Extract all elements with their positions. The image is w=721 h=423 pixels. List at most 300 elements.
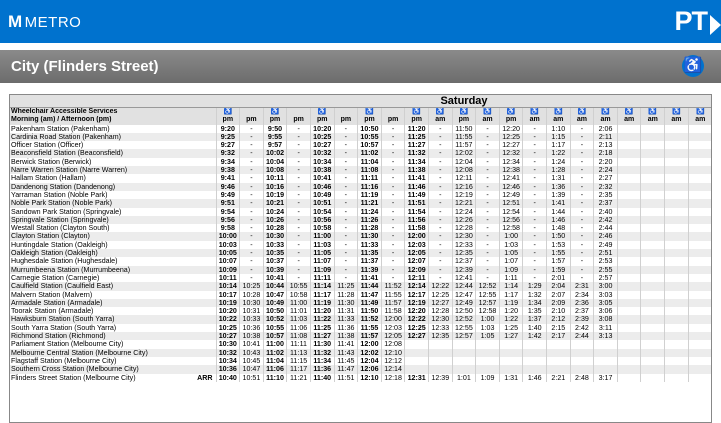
- time-cell: [617, 208, 641, 216]
- time-cell: 1:41: [547, 199, 571, 207]
- arrival-marker: [194, 349, 216, 357]
- table-row: [10, 133, 712, 141]
- time-cell: 10:30: [216, 340, 240, 348]
- time-cell: 11:33: [334, 315, 358, 323]
- station-name: Sandown Park Station (Springvale): [10, 208, 194, 216]
- arrival-marker: [194, 141, 216, 149]
- time-cell: -: [523, 216, 547, 224]
- time-cell: 2:42: [570, 324, 594, 332]
- time-cell: 1:14: [499, 282, 523, 290]
- time-cell: 10:45: [240, 357, 264, 365]
- time-cell: -: [381, 158, 405, 166]
- time-cell: 1:37: [523, 315, 547, 323]
- station-name: Hughesdale Station (Hughesdale): [10, 257, 194, 265]
- time-cell: 10:46: [310, 183, 334, 191]
- time-cell: 10:47: [240, 365, 264, 373]
- time-cell: -: [476, 208, 500, 216]
- time-cell: 11:33: [358, 241, 382, 249]
- time-cell: -: [476, 133, 500, 141]
- time-cell: -: [570, 208, 594, 216]
- time-cell: 11:10: [263, 374, 287, 382]
- time-cell: 10:41: [310, 174, 334, 182]
- time-cell: 11:36: [334, 324, 358, 332]
- time-cell: 12:30: [452, 232, 476, 240]
- time-cell: 12:11: [452, 174, 476, 182]
- time-cell: -: [476, 125, 500, 133]
- time-cell: 12:10: [358, 374, 382, 382]
- time-cell: -: [523, 232, 547, 240]
- time-cell: 10:49: [263, 299, 287, 307]
- time-cell: [641, 174, 665, 182]
- time-cell: -: [240, 274, 264, 282]
- time-cell: -: [476, 199, 500, 207]
- station-name: Pakenham Station (Pakenham): [10, 125, 194, 133]
- time-cell: 3:00: [594, 282, 618, 290]
- time-cell: 9:25: [216, 133, 240, 141]
- station-name: Carnegie Station (Carnegie): [10, 274, 194, 282]
- time-cell: -: [240, 249, 264, 257]
- table-row: [10, 166, 712, 174]
- time-cell: 11:32: [310, 349, 334, 357]
- time-cell: -: [381, 191, 405, 199]
- time-cell: [617, 183, 641, 191]
- time-cell: -: [381, 266, 405, 274]
- wheelchair-row-label: Wheelchair Accessible Services: [10, 108, 216, 117]
- table-row: [10, 315, 712, 323]
- arrival-marker: [194, 315, 216, 323]
- time-cell: [641, 166, 665, 174]
- time-cell: 2:17: [547, 332, 571, 340]
- time-cell: 12:51: [499, 199, 523, 207]
- time-cell: [688, 365, 712, 373]
- time-cell: 10:28: [263, 224, 287, 232]
- time-cell: [617, 307, 641, 315]
- ampm-cell: pm: [310, 116, 334, 124]
- time-cell: 12:52: [452, 315, 476, 323]
- time-cell: [641, 199, 665, 207]
- time-cell: [665, 257, 689, 265]
- arrival-marker: [194, 125, 216, 133]
- time-cell: [665, 216, 689, 224]
- time-cell: 11:21: [358, 199, 382, 207]
- ampm-cell: pm: [240, 116, 264, 124]
- time-cell: [688, 332, 712, 340]
- time-cell: -: [240, 266, 264, 274]
- time-cell: [617, 149, 641, 157]
- wheelchair-icon: ♿: [428, 108, 452, 117]
- time-cell: [641, 332, 665, 340]
- time-cell: 1:03: [499, 241, 523, 249]
- time-cell: -: [287, 166, 311, 174]
- time-cell: -: [240, 232, 264, 240]
- time-cell: 12:19: [405, 299, 429, 307]
- time-cell: 2:53: [594, 257, 618, 265]
- time-cell: -: [523, 183, 547, 191]
- time-cell: 12:57: [476, 299, 500, 307]
- time-cell: 12:41: [452, 274, 476, 282]
- time-cell: -: [523, 241, 547, 249]
- arrival-marker: [194, 249, 216, 257]
- wheelchair-icon: ♿: [617, 108, 641, 117]
- time-cell: 11:06: [263, 365, 287, 373]
- wheelchair-icon: ♿: [523, 108, 547, 117]
- time-cell: 10:08: [263, 166, 287, 174]
- time-cell: -: [381, 257, 405, 265]
- table-row: [10, 349, 712, 357]
- table-row: [10, 174, 712, 182]
- time-cell: 9:32: [216, 149, 240, 157]
- time-cell: [665, 191, 689, 199]
- time-cell: 11:21: [287, 374, 311, 382]
- arrival-marker: [194, 149, 216, 157]
- time-cell: 10:20: [216, 307, 240, 315]
- time-cell: 12:10: [381, 349, 405, 357]
- time-cell: 1:03: [476, 324, 500, 332]
- time-cell: 11:13: [287, 349, 311, 357]
- time-cell: 2:40: [594, 208, 618, 216]
- time-cell: -: [428, 158, 452, 166]
- time-cell: -: [523, 125, 547, 133]
- pt-logo: [674, 6, 707, 37]
- table-row: [10, 266, 712, 274]
- time-cell: 11:47: [334, 365, 358, 373]
- time-cell: 1:55: [547, 249, 571, 257]
- time-cell: 10:02: [263, 149, 287, 157]
- time-cell: 2:36: [570, 299, 594, 307]
- time-cell: 1:24: [547, 158, 571, 166]
- time-cell: 11:49: [358, 299, 382, 307]
- time-cell: [617, 299, 641, 307]
- time-cell: 11:08: [287, 332, 311, 340]
- time-cell: [641, 365, 665, 373]
- time-cell: -: [287, 208, 311, 216]
- time-cell: [665, 349, 689, 357]
- time-cell: [428, 340, 452, 348]
- time-cell: 10:36: [216, 365, 240, 373]
- table-row: [10, 365, 712, 373]
- time-cell: 12:04: [358, 357, 382, 365]
- time-cell: 2:46: [594, 232, 618, 240]
- time-cell: -: [570, 274, 594, 282]
- time-cell: 1:46: [547, 216, 571, 224]
- time-cell: -: [240, 183, 264, 191]
- time-cell: 11:00: [310, 232, 334, 240]
- time-cell: 2:51: [594, 249, 618, 257]
- time-cell: 12:14: [381, 365, 405, 373]
- table-row: [10, 257, 712, 265]
- time-cell: 2:44: [594, 224, 618, 232]
- time-cell: [499, 340, 523, 348]
- time-cell: 1:44: [547, 208, 571, 216]
- time-cell: -: [523, 174, 547, 182]
- time-cell: 10:57: [263, 332, 287, 340]
- time-cell: 10:34: [310, 158, 334, 166]
- time-cell: 10:51: [310, 199, 334, 207]
- station-name: Toorak Station (Armadale): [10, 307, 194, 315]
- metro-logo-text: METRO: [24, 14, 82, 31]
- time-cell: 1:22: [547, 149, 571, 157]
- time-cell: 10:54: [310, 208, 334, 216]
- time-cell: 1:27: [499, 332, 523, 340]
- time-cell: 1:00: [476, 315, 500, 323]
- time-cell: [641, 282, 665, 290]
- ampm-cell: am: [570, 116, 594, 124]
- time-cell: 11:41: [334, 340, 358, 348]
- time-cell: 12:52: [476, 282, 500, 290]
- time-cell: 11:22: [310, 315, 334, 323]
- time-cell: 10:43: [240, 349, 264, 357]
- time-cell: [665, 158, 689, 166]
- time-cell: -: [334, 274, 358, 282]
- wheelchair-icon: ♿: [310, 108, 334, 117]
- time-cell: [688, 241, 712, 249]
- time-cell: [688, 141, 712, 149]
- time-cell: [688, 315, 712, 323]
- time-cell: 1:46: [523, 374, 547, 382]
- time-cell: 10:11: [263, 174, 287, 182]
- time-cell: -: [287, 199, 311, 207]
- time-cell: 12:47: [452, 291, 476, 299]
- time-cell: 3:08: [594, 315, 618, 323]
- time-cell: -: [240, 199, 264, 207]
- time-cell: -: [570, 125, 594, 133]
- time-cell: 11:54: [405, 208, 429, 216]
- time-cell: [641, 266, 665, 274]
- station-name: Noble Park Station (Noble Park): [10, 199, 194, 207]
- time-cell: [547, 340, 571, 348]
- time-cell: 3:05: [594, 299, 618, 307]
- time-cell: [665, 266, 689, 274]
- time-cell: -: [334, 208, 358, 216]
- time-cell: [594, 357, 618, 365]
- time-cell: 12:11: [405, 274, 429, 282]
- time-cell: 10:50: [263, 307, 287, 315]
- time-cell: [665, 332, 689, 340]
- time-cell: 11:38: [334, 332, 358, 340]
- time-cell: 1:19: [499, 299, 523, 307]
- time-cell: 10:26: [263, 216, 287, 224]
- time-cell: 11:17: [310, 291, 334, 299]
- time-cell: [688, 249, 712, 257]
- time-cell: [499, 349, 523, 357]
- time-cell: -: [381, 274, 405, 282]
- time-cell: 12:34: [499, 158, 523, 166]
- ampm-cell: am: [688, 116, 712, 124]
- time-cell: -: [287, 149, 311, 157]
- wheelchair-icon: ♿: [405, 108, 429, 117]
- time-cell: -: [334, 133, 358, 141]
- time-cell: 10:41: [240, 340, 264, 348]
- time-cell: 3:13: [594, 332, 618, 340]
- time-cell: -: [381, 183, 405, 191]
- time-cell: -: [287, 274, 311, 282]
- time-cell: -: [287, 241, 311, 249]
- time-cell: 1:05: [499, 249, 523, 257]
- time-cell: [665, 291, 689, 299]
- wheelchair-icon: ♿: [476, 108, 500, 117]
- time-cell: [688, 174, 712, 182]
- time-cell: [688, 307, 712, 315]
- time-cell: 11:57: [452, 141, 476, 149]
- time-cell: 2:49: [594, 241, 618, 249]
- time-cell: 2:32: [594, 183, 618, 191]
- time-cell: -: [287, 191, 311, 199]
- time-cell: [688, 191, 712, 199]
- time-cell: 11:52: [381, 282, 405, 290]
- time-cell: 2:24: [594, 166, 618, 174]
- time-cell: [688, 324, 712, 332]
- time-cell: 11:07: [310, 257, 334, 265]
- time-cell: -: [334, 141, 358, 149]
- ampm-cell: pm: [499, 116, 523, 124]
- time-cell: [665, 149, 689, 157]
- time-cell: 12:20: [499, 125, 523, 133]
- time-cell: -: [334, 191, 358, 199]
- time-cell: 12:05: [405, 249, 429, 257]
- time-cell: 10:39: [263, 266, 287, 274]
- arrival-marker: [194, 257, 216, 265]
- time-cell: 1:34: [523, 299, 547, 307]
- time-cell: -: [570, 141, 594, 149]
- time-cell: [688, 349, 712, 357]
- table-row: [10, 141, 712, 149]
- time-cell: 10:00: [216, 232, 240, 240]
- time-cell: 12:06: [358, 365, 382, 373]
- arrival-marker: [194, 133, 216, 141]
- time-cell: 12:07: [405, 257, 429, 265]
- time-cell: 12:38: [499, 166, 523, 174]
- time-cell: -: [334, 158, 358, 166]
- time-cell: [641, 125, 665, 133]
- time-cell: 10:38: [310, 166, 334, 174]
- time-cell: -: [287, 216, 311, 224]
- time-cell: -: [428, 125, 452, 133]
- time-cell: 11:49: [405, 191, 429, 199]
- time-cell: 11:55: [452, 133, 476, 141]
- table-row: [10, 199, 712, 207]
- time-cell: 9:58: [216, 224, 240, 232]
- time-cell: [641, 357, 665, 365]
- station-name: Murrumbeena Station (Murrumbeena): [10, 266, 194, 274]
- arrival-marker: [194, 299, 216, 307]
- wheelchair-icon: ♿: [358, 108, 382, 117]
- time-cell: 10:11: [216, 274, 240, 282]
- time-cell: [476, 365, 500, 373]
- time-cell: [688, 232, 712, 240]
- time-cell: 12:21: [452, 199, 476, 207]
- top-banner: [0, 0, 721, 43]
- time-cell: [452, 340, 476, 348]
- time-cell: 11:55: [358, 324, 382, 332]
- time-cell: 2:39: [570, 315, 594, 323]
- time-cell: 11:08: [358, 166, 382, 174]
- time-cell: [428, 365, 452, 373]
- table-row: [10, 291, 712, 299]
- time-cell: 12:27: [405, 332, 429, 340]
- time-cell: -: [476, 274, 500, 282]
- time-cell: 12:57: [452, 332, 476, 340]
- time-cell: 11:32: [405, 149, 429, 157]
- table-row: [10, 282, 712, 290]
- time-cell: 11:34: [310, 357, 334, 365]
- time-cell: [688, 158, 712, 166]
- metro-logo-mark: M: [8, 12, 23, 31]
- ampm-cell: pm: [263, 116, 287, 124]
- time-cell: [641, 232, 665, 240]
- time-cell: [641, 158, 665, 166]
- time-cell: 12:58: [476, 307, 500, 315]
- time-cell: -: [428, 191, 452, 199]
- time-cell: [665, 374, 689, 382]
- time-cell: [641, 149, 665, 157]
- time-cell: 11:11: [310, 274, 334, 282]
- time-cell: -: [523, 257, 547, 265]
- time-cell: 12:03: [405, 241, 429, 249]
- time-cell: 11:02: [358, 149, 382, 157]
- time-cell: 12:41: [499, 174, 523, 182]
- time-cell: [665, 183, 689, 191]
- time-cell: 9:54: [216, 208, 240, 216]
- time-cell: 3:03: [594, 291, 618, 299]
- time-cell: -: [240, 158, 264, 166]
- time-cell: [499, 365, 523, 373]
- empty-cell: [240, 108, 264, 117]
- empty-cell: [287, 108, 311, 117]
- time-cell: 12:27: [428, 299, 452, 307]
- time-cell: 10:19: [216, 299, 240, 307]
- time-cell: [665, 357, 689, 365]
- time-cell: [476, 349, 500, 357]
- time-cell: [688, 357, 712, 365]
- arrival-marker: [194, 324, 216, 332]
- time-cell: [641, 374, 665, 382]
- table-row: [10, 149, 712, 157]
- time-cell: -: [287, 141, 311, 149]
- ampm-cell: am: [428, 116, 452, 124]
- time-cell: 1:39: [547, 191, 571, 199]
- time-cell: 11:05: [310, 249, 334, 257]
- table-row: [10, 374, 712, 382]
- time-cell: [452, 365, 476, 373]
- time-cell: 12:58: [499, 224, 523, 232]
- ampm-cell: pm: [216, 116, 240, 124]
- time-cell: 1:15: [547, 133, 571, 141]
- time-cell: 12:49: [499, 191, 523, 199]
- wheelchair-icon: ♿: [216, 108, 240, 117]
- time-cell: 1:20: [499, 307, 523, 315]
- time-cell: 11:25: [405, 133, 429, 141]
- empty-cell: [334, 108, 358, 117]
- time-cell: 1:25: [499, 324, 523, 332]
- time-cell: [688, 216, 712, 224]
- arrival-marker: [194, 232, 216, 240]
- time-cell: 11:19: [358, 191, 382, 199]
- time-cell: 1:17: [499, 291, 523, 299]
- time-cell: [617, 257, 641, 265]
- time-cell: [688, 166, 712, 174]
- table-row: [10, 241, 712, 249]
- wheelchair-icon[interactable]: ♿: [682, 55, 704, 77]
- time-cell: [617, 365, 641, 373]
- time-cell: 10:51: [240, 374, 264, 382]
- time-cell: 9:51: [216, 199, 240, 207]
- time-cell: 9:41: [216, 174, 240, 182]
- time-cell: 10:44: [263, 282, 287, 290]
- time-cell: 2:04: [547, 282, 571, 290]
- time-cell: -: [287, 249, 311, 257]
- arrival-marker: ARR: [194, 374, 216, 382]
- arrival-marker: [194, 183, 216, 191]
